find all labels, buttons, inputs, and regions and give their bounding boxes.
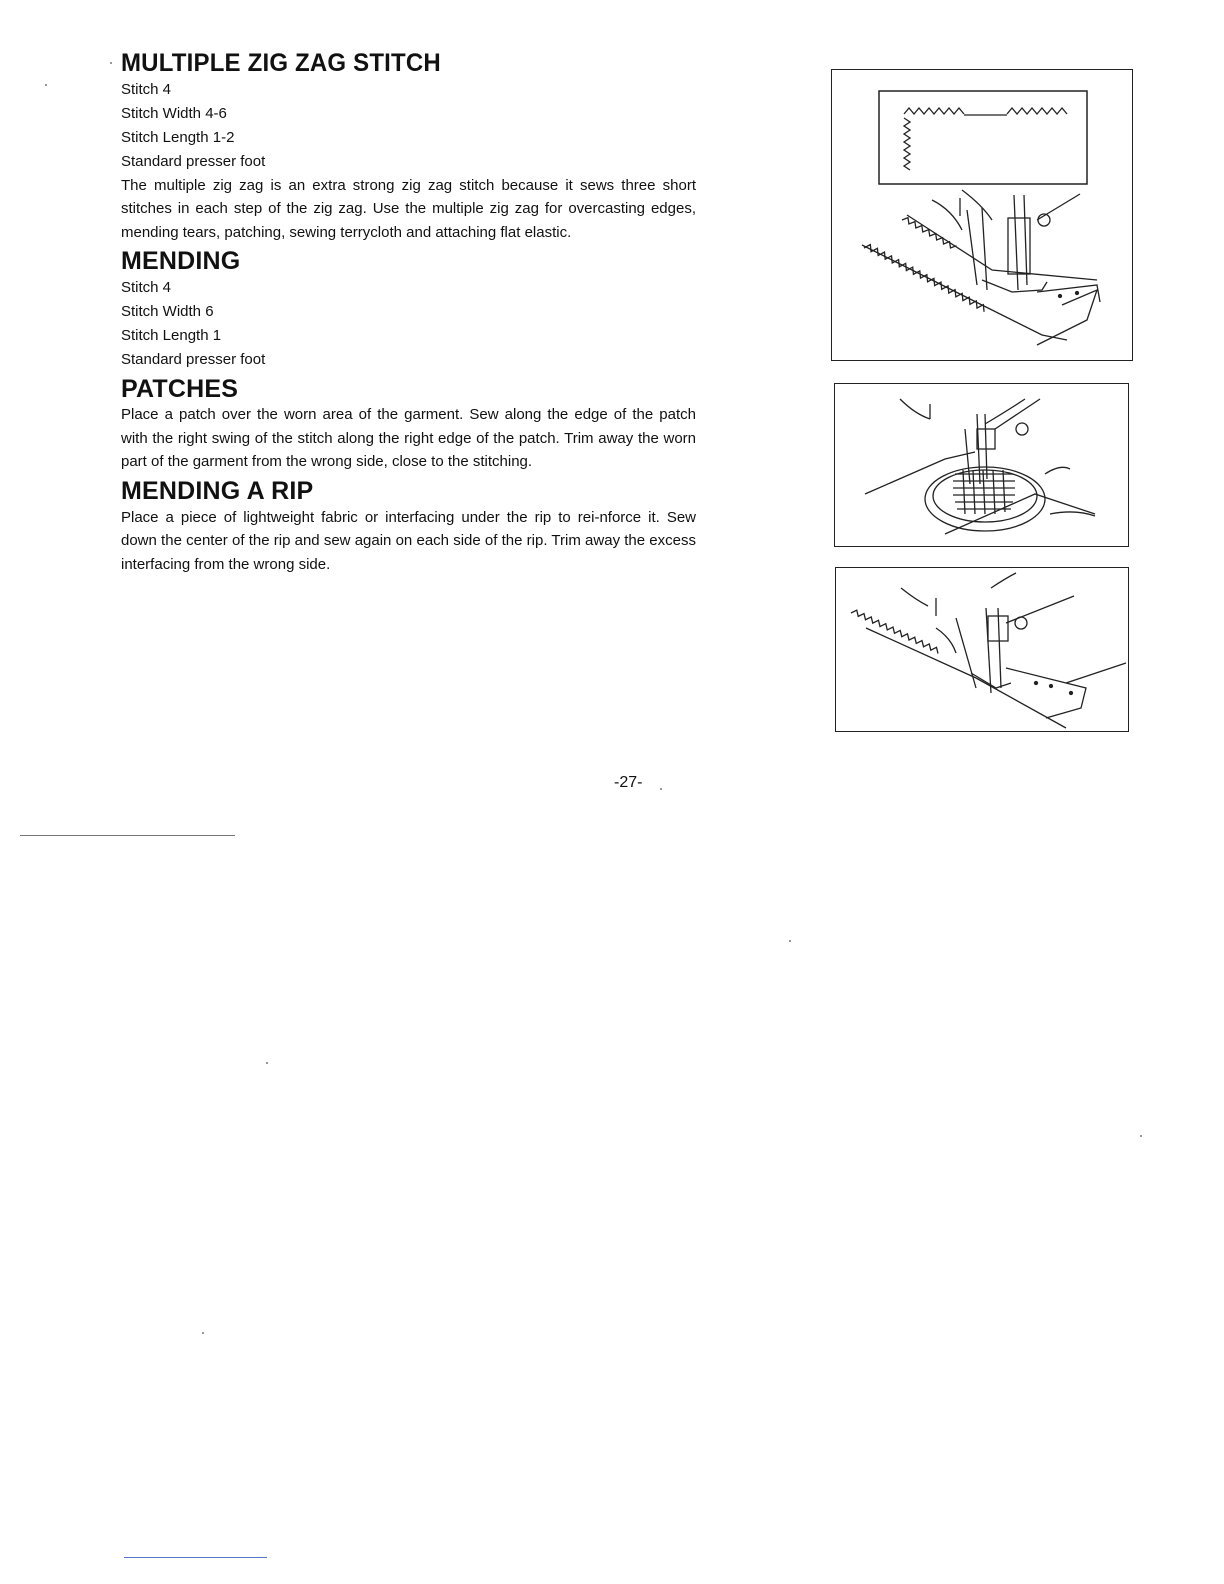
mending-spec-foot: Standard presser foot: [121, 350, 266, 368]
heading-patches: PATCHES: [121, 374, 239, 403]
mending-spec-length: Stitch Length 1: [121, 326, 222, 344]
heading-multiple-zigzag: MULTIPLE ZIG ZAG STITCH: [121, 49, 441, 77]
scan-speck: [45, 84, 47, 86]
heading-mending-a-rip: MENDING A RIP: [121, 477, 314, 506]
patches-description: Place a patch over the worn area of the garment. Sew along the edge of the patch with the right swing of the stitch along the right edge of the patch. Trim away the worn part of the garment from the wrong side, close to the stitching.: [121, 406, 696, 471]
page-number: -27-: [614, 774, 643, 791]
zigzag-spec-foot: Standard presser foot: [121, 152, 266, 170]
heading-mending: MENDING: [121, 247, 241, 276]
scan-edge-line: [20, 835, 235, 836]
zigzag-spec-width: Stitch Width 4-6: [121, 104, 227, 122]
scan-speck: [789, 940, 791, 942]
zigzag-spec-stitch: Stitch 4: [121, 80, 172, 98]
scan-speck: [110, 62, 112, 64]
multiple-zigzag-stitch-illustration: [831, 69, 1133, 361]
zigzag-spec-length: Stitch Length 1-2: [121, 128, 235, 146]
mending-spec-stitch: Stitch 4: [121, 278, 172, 296]
scan-speck: [1140, 1135, 1142, 1137]
scan-speck: [660, 788, 662, 790]
scan-speck: [202, 1332, 204, 1334]
rip-description: Place a piece of lightweight fabric or interfacing under the rip to rei-nforce it. Sew down the center of the rip and sew again on each side of the rip. Trim away the excess interfacing from the wrong side.: [121, 508, 696, 573]
scan-bottom-line: [124, 1557, 267, 1558]
rip-mending-illustration: [835, 567, 1129, 732]
patch-mending-illustration: [834, 383, 1129, 547]
zigzag-description: The multiple zig zag is an extra strong zig zag stitch because it sews three short stitches in each step of the zig zag. Use the multiple zig zag for overcasting edges, mending tears, patching, sewing terrycloth and attaching flat elastic.: [121, 176, 696, 241]
scan-speck: [266, 1062, 268, 1064]
mending-spec-width: Stitch Width 6: [121, 302, 214, 320]
text-column: [121, 50, 696, 576]
